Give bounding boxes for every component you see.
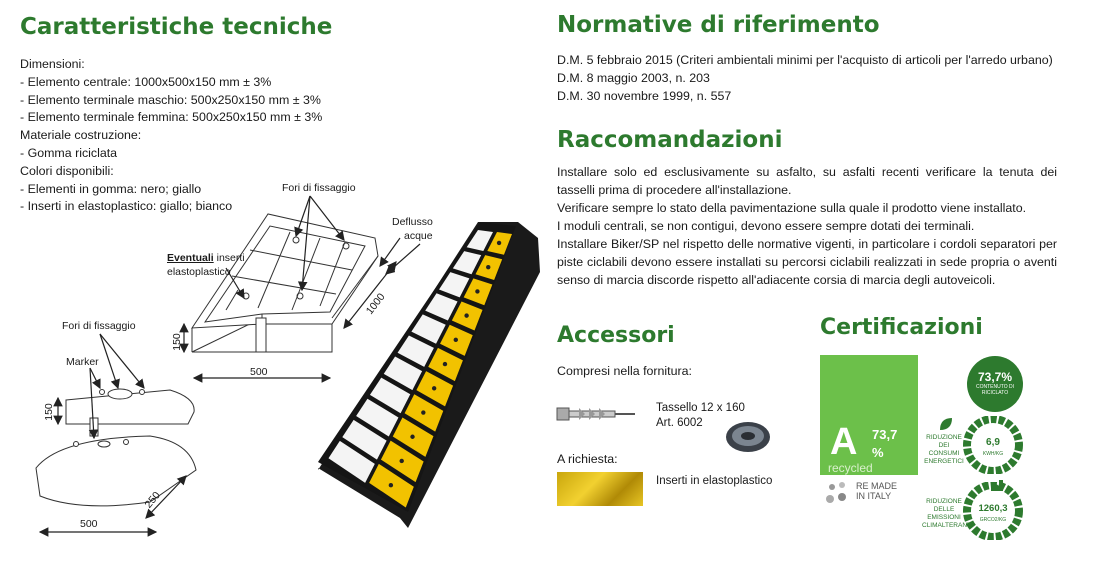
normative-line: D.M. 5 febbraio 2015 (Criteri ambientali minimi per l'acquisto di articoli per l'arredo urbano): [557, 53, 1053, 67]
badge-value: 73,7%: [977, 370, 1013, 384]
co2-unit: GRCO2/KG: [979, 517, 1007, 523]
remade-line-2: IN ITALY: [856, 491, 892, 501]
spec-line: - Elemento terminale femmina: 500x250x150 mm ± 3%: [20, 110, 323, 125]
dim-250: 250: [142, 489, 163, 511]
label-elastoplastico: elastoplastico: [167, 266, 231, 278]
cert-grade-value: 73,7: [872, 427, 898, 442]
strip-hole: [443, 362, 447, 366]
certificazioni-title: Certificazioni: [820, 315, 983, 340]
cert-grade: A: [830, 421, 858, 463]
leaf-icon: [938, 416, 954, 432]
badge-sub-1: CONTENUTO DI: [976, 384, 1014, 390]
remade-text: [856, 481, 897, 501]
normative-list: [557, 51, 1057, 105]
strip-hole: [400, 459, 404, 463]
energy-value: 6,9: [986, 437, 1000, 448]
co2-label-2: EMISSIONI: [927, 514, 961, 521]
raccomandazione-line: Installare Biker/SP nel rispetto delle normative vigenti, in particolare i cordoli separatori per piste ciclabili devono essere installati su percorsi ciclabili realizzati in sede propria o aventi senso di marcia discorde rispetto all'adiacente corsia di marcia degli autoveicoli.: [557, 237, 1057, 287]
strip-hole: [432, 386, 436, 390]
remade-certificate-card: [820, 355, 918, 523]
central-element-sketch: [192, 214, 378, 352]
energy-label-3: ENERGETICI: [924, 458, 964, 465]
spec-line: - Elementi in gomma: nero; giallo: [20, 181, 202, 196]
strip-hole: [497, 241, 501, 245]
remade-line-1: RE MADE: [856, 481, 898, 491]
spec-line: - Inserti in elastoplastico: giallo; bianco: [20, 199, 233, 214]
accessori-request-label: A richiesta:: [557, 452, 618, 466]
normative-line: D.M. 30 novembre 1999, n. 557: [557, 89, 732, 103]
tassello-name: Tassello 12 x 160: [656, 402, 745, 414]
factory-icon: [990, 478, 1006, 492]
dim-150-end: 150: [42, 403, 55, 421]
dim-500-center: 500: [250, 366, 268, 378]
spec-line: - Elemento terminale maschio: 500x250x150 mm ± 3%: [20, 92, 321, 107]
label-eventuali-bold: Eventuali: [167, 252, 214, 264]
dim-500-end: 500: [80, 518, 98, 530]
accessori-included-label: Compresi nella fornitura:: [557, 364, 692, 378]
energy-label-1: RIDUZIONE DEI: [926, 434, 962, 449]
cert-grade-unit: %: [872, 445, 884, 460]
energy-label-2: CONSUMI: [928, 450, 960, 457]
specs-title: Caratteristiche tecniche: [20, 14, 333, 40]
end-element-sketch: [36, 389, 196, 506]
label-deflusso: Deflusso: [392, 216, 433, 228]
strip-hole: [464, 313, 468, 317]
strip-hole: [389, 483, 393, 487]
co2-label: [922, 498, 973, 530]
spec-line: Materiale costruzione:: [20, 128, 142, 143]
label-fori-top: Fori di fissaggio: [282, 182, 356, 194]
dim-150-center: 150: [170, 333, 183, 351]
badge-sub-2: RICICLATO: [981, 390, 1009, 396]
label-inserti: inserti: [213, 252, 245, 264]
energy-label: [922, 434, 966, 466]
raccomandazioni-list: [557, 163, 1057, 289]
strip-hole: [454, 338, 458, 342]
spec-line: Dimensioni:: [20, 57, 85, 71]
accessori-title: Accessori: [557, 323, 675, 348]
dim-1000: 1000: [363, 291, 388, 317]
strip-hole: [421, 410, 425, 414]
raccomandazione-line: I moduli centrali, se non contigui, devono essere sempre dotati dei terminali.: [557, 219, 975, 233]
recycled-content-badge: [967, 356, 1023, 412]
raccomandazione-line: Installare solo ed esclusivamente su asfalto, su asfalti recenti verificare la tenuta dei tasselli prima di procedere all'installazione.: [557, 165, 1057, 197]
strip-hole: [475, 289, 479, 293]
spec-line: - Gomma riciclata: [20, 145, 118, 160]
tassello-text: [656, 401, 745, 431]
spec-line: - Elemento centrale: 1000x500x150 mm ± 3%: [20, 74, 272, 89]
spec-line: Colori disponibili:: [20, 163, 114, 178]
normative-title: Normative di riferimento: [557, 12, 880, 38]
raccomandazioni-title: Raccomandazioni: [557, 127, 783, 153]
cert-grade-sub: recycled: [828, 461, 873, 475]
remade-logo-icon: [824, 479, 856, 511]
strip-hole: [410, 435, 414, 439]
label-fori-left: Fori di fissaggio: [62, 320, 136, 332]
co2-label-3: CLIMALTERANTI: [922, 522, 973, 529]
raccomandazione-line: Verificare sempre lo stato della pavimentazione sulla quale il prodotto viene installato.: [557, 201, 1027, 215]
inserts-text: Inserti in elastoplastico: [656, 475, 773, 487]
strip-hole: [486, 265, 490, 269]
label-acque: acque: [404, 230, 433, 242]
tassello-code: Art. 6002: [656, 417, 703, 429]
inserts-image: [557, 472, 643, 506]
label-marker: Marker: [66, 356, 99, 368]
co2-label-1: RIDUZIONE DELLE: [926, 498, 962, 513]
cert-card-bottom: [820, 475, 918, 523]
energy-unit: KWH/KG: [982, 451, 1004, 457]
normative-line: D.M. 8 maggio 2003, n. 203: [557, 71, 710, 85]
co2-value: 1260,3: [978, 503, 1008, 514]
label-eventuali: [167, 252, 245, 264]
